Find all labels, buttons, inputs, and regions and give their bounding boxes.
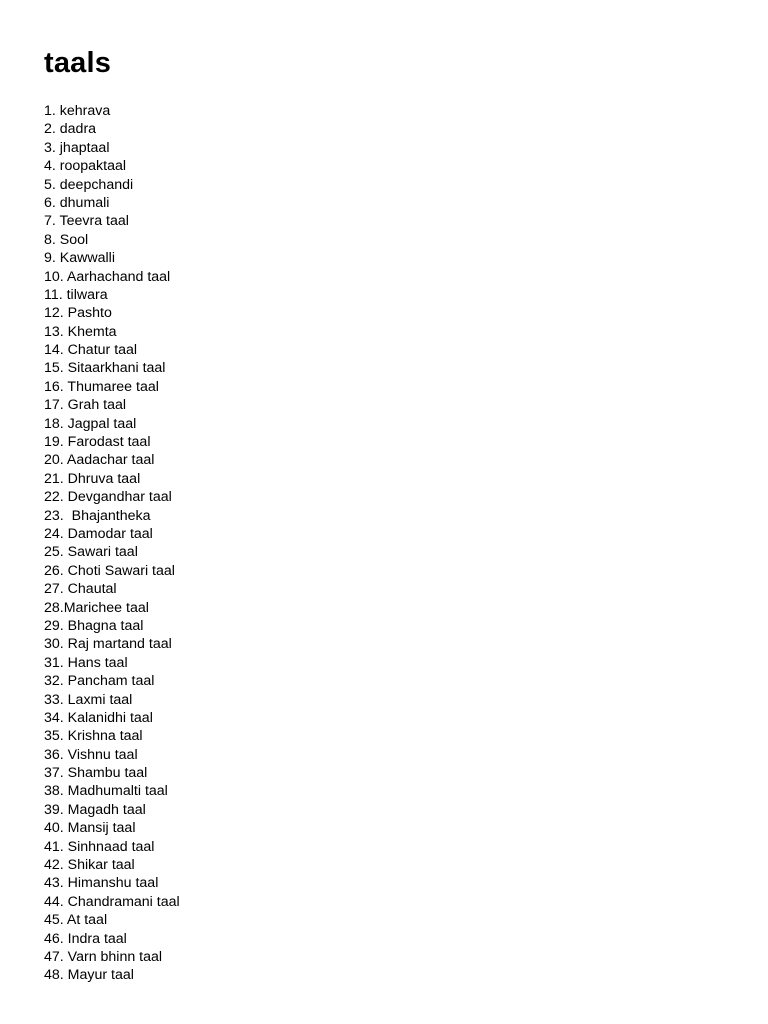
list-item: 22. Devgandhar taal xyxy=(44,489,172,506)
list-item: 40. Mansij taal xyxy=(44,820,136,837)
list-item: 14. Chatur taal xyxy=(44,342,138,359)
list-item: 2. dadra xyxy=(44,121,97,138)
list-item: 4. roopaktaal xyxy=(44,158,127,175)
list-item: 7. Teevra taal xyxy=(44,213,129,230)
list-item: 43. Himanshu taal xyxy=(44,875,159,892)
list-item: 12. Pashto xyxy=(44,305,112,322)
page-title: taals xyxy=(44,47,112,79)
taal-list xyxy=(44,102,180,985)
list-item: 32. Pancham taal xyxy=(44,673,155,690)
list-item: 47. Varn bhinn taal xyxy=(44,948,163,965)
list-item: 9. Kawwalli xyxy=(44,250,115,267)
list-item: 45. At taal xyxy=(44,912,108,929)
list-item: 34. Kalanidhi taal xyxy=(44,709,153,726)
list-item: 36. Vishnu taal xyxy=(44,746,138,763)
list-item: 41. Sinhnaad taal xyxy=(44,838,155,855)
list-item: 1. kehrava xyxy=(44,103,111,119)
list-item: 8. Sool xyxy=(44,231,89,248)
list-item: 13. Khemta xyxy=(44,323,117,340)
list-item: 5. deepchandi xyxy=(44,176,134,193)
list-item: 35. Krishna taal xyxy=(44,728,143,745)
list-item: 46. Indra taal xyxy=(44,930,127,947)
list-item: 25. Sawari taal xyxy=(44,544,138,561)
list-item: 6. dhumali xyxy=(44,194,110,211)
list-item: 15. Sitaarkhani taal xyxy=(44,360,166,377)
list-item: 18. Jagpal taal xyxy=(44,415,137,432)
list-item: 28.Marichee taal xyxy=(44,599,149,616)
list-item: 10. Aarhachand taal xyxy=(44,268,171,285)
list-item: 42. Shikar taal xyxy=(44,857,135,874)
list-item: 39. Magadh taal xyxy=(44,801,146,818)
list-item: 33. Laxmi taal xyxy=(44,691,133,708)
list-item: 26. Choti Sawari taal xyxy=(44,562,175,579)
list-item: 19. Farodast taal xyxy=(44,434,151,451)
list-item: 48. Mayur taal xyxy=(44,967,134,984)
list-item: 37. Shambu taal xyxy=(44,765,148,782)
list-item: 44. Chandramani taal xyxy=(44,893,180,910)
list-item: 16. Thumaree taal xyxy=(44,378,159,395)
list-item: 30. Raj martand taal xyxy=(44,636,172,653)
list-item: 38. Madhumalti taal xyxy=(44,783,168,800)
list-item: 3. jhaptaal xyxy=(44,139,110,156)
list-item: 17. Grah taal xyxy=(44,397,127,414)
list-item: 31. Hans taal xyxy=(44,654,128,671)
list-item: 27. Chautal xyxy=(44,581,117,598)
list-item: 21. Dhruva taal xyxy=(44,470,141,487)
list-item: 29. Bhagna taal xyxy=(44,617,144,634)
list-item: 24. Damodar taal xyxy=(44,525,153,542)
list-item: 20. Aadachar taal xyxy=(44,452,155,469)
list-item: 23. Bhajantheka xyxy=(44,507,151,524)
list-item: 11. tilwara xyxy=(44,286,108,303)
